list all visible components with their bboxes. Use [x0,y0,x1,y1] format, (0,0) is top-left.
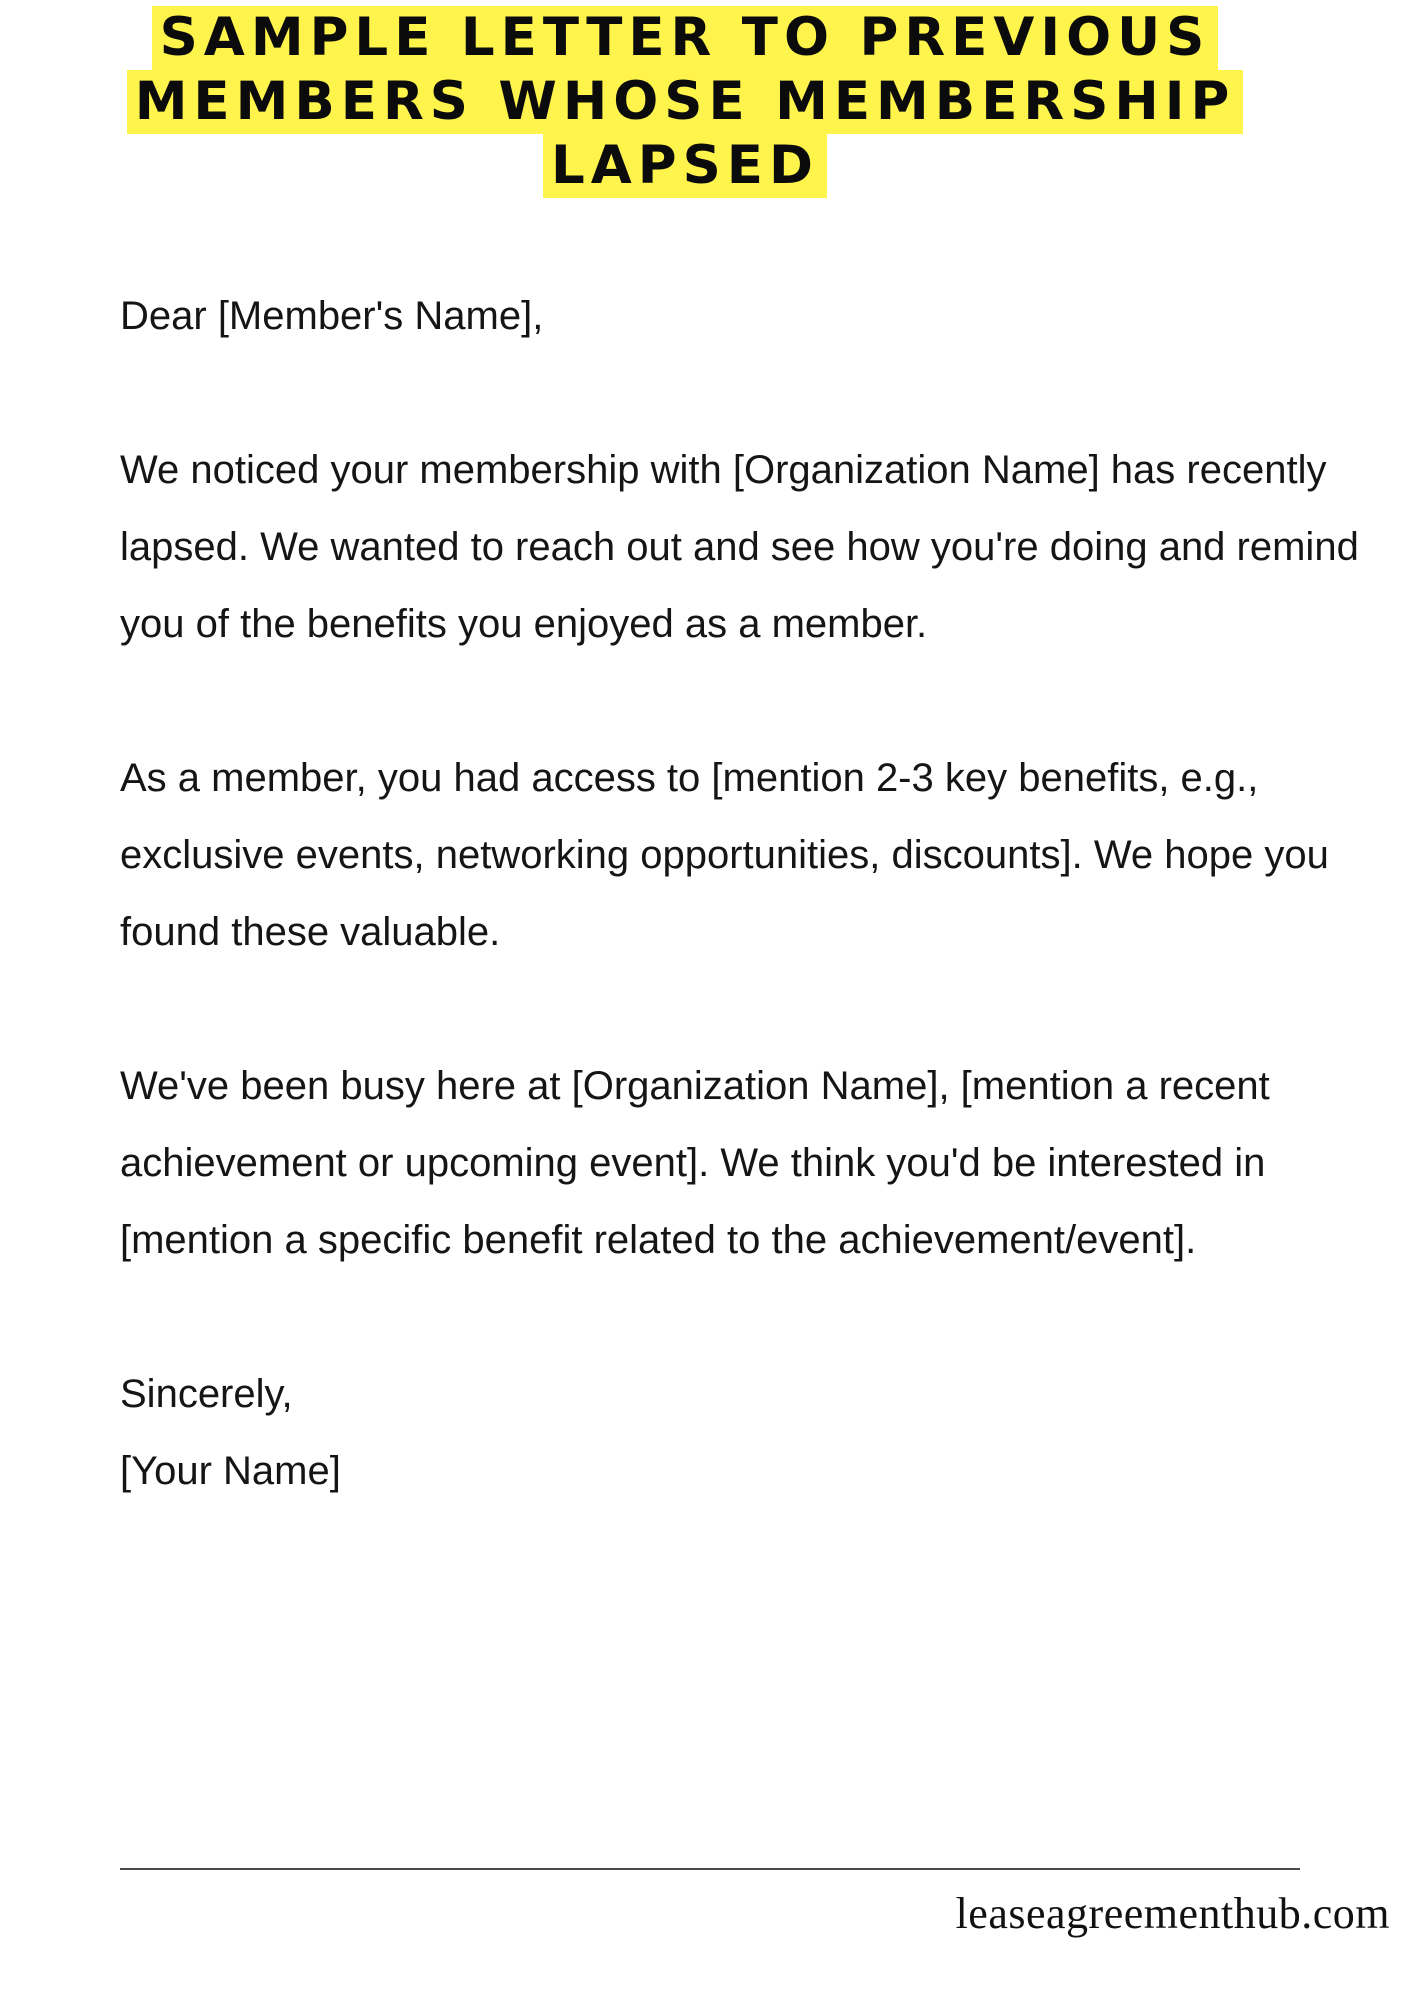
signature: [Your Name] [120,1449,341,1493]
footer-divider [120,1868,1300,1870]
title-line-2 [60,70,1310,134]
title-line-1 [60,6,1310,70]
paragraph-3: We've been busy here at [Organization Name], [mention a recent achievement or upcoming event]. We think you'd be interested in [mention a specific benefit related to the achievement/event]. [120,1064,1270,1262]
footer-brand: leaseagreementhub.com [955,1889,1390,1938]
paragraph-spacer [120,355,1360,432]
salutation: Dear [Member's Name], [120,294,544,338]
paragraph-1: We noticed your membership with [Organization Name] has recently lapsed. We wanted to reach out and see how you're doing and remind you of the benefits you enjoyed as a member. [120,448,1359,646]
paragraph-spacer [120,971,1360,1048]
title-line-1-text: SAMPLE LETTER TO PREVIOUS [152,6,1219,70]
paragraph-spacer [120,663,1360,740]
closing: Sincerely, [120,1372,293,1416]
title-line-3-text: LAPSED [543,134,827,198]
document-title [60,6,1310,198]
title-line-2-text: MEMBERS WHOSE MEMBERSHIP [127,70,1244,134]
paragraph-spacer [120,1279,1360,1356]
letter-body [120,278,1360,1510]
paragraph-2: As a member, you had access to [mention 2-3 key benefits, e.g., exclusive events, networking opportunities, discounts]. We hope you found these valuable. [120,756,1329,954]
title-line-3 [60,134,1310,198]
